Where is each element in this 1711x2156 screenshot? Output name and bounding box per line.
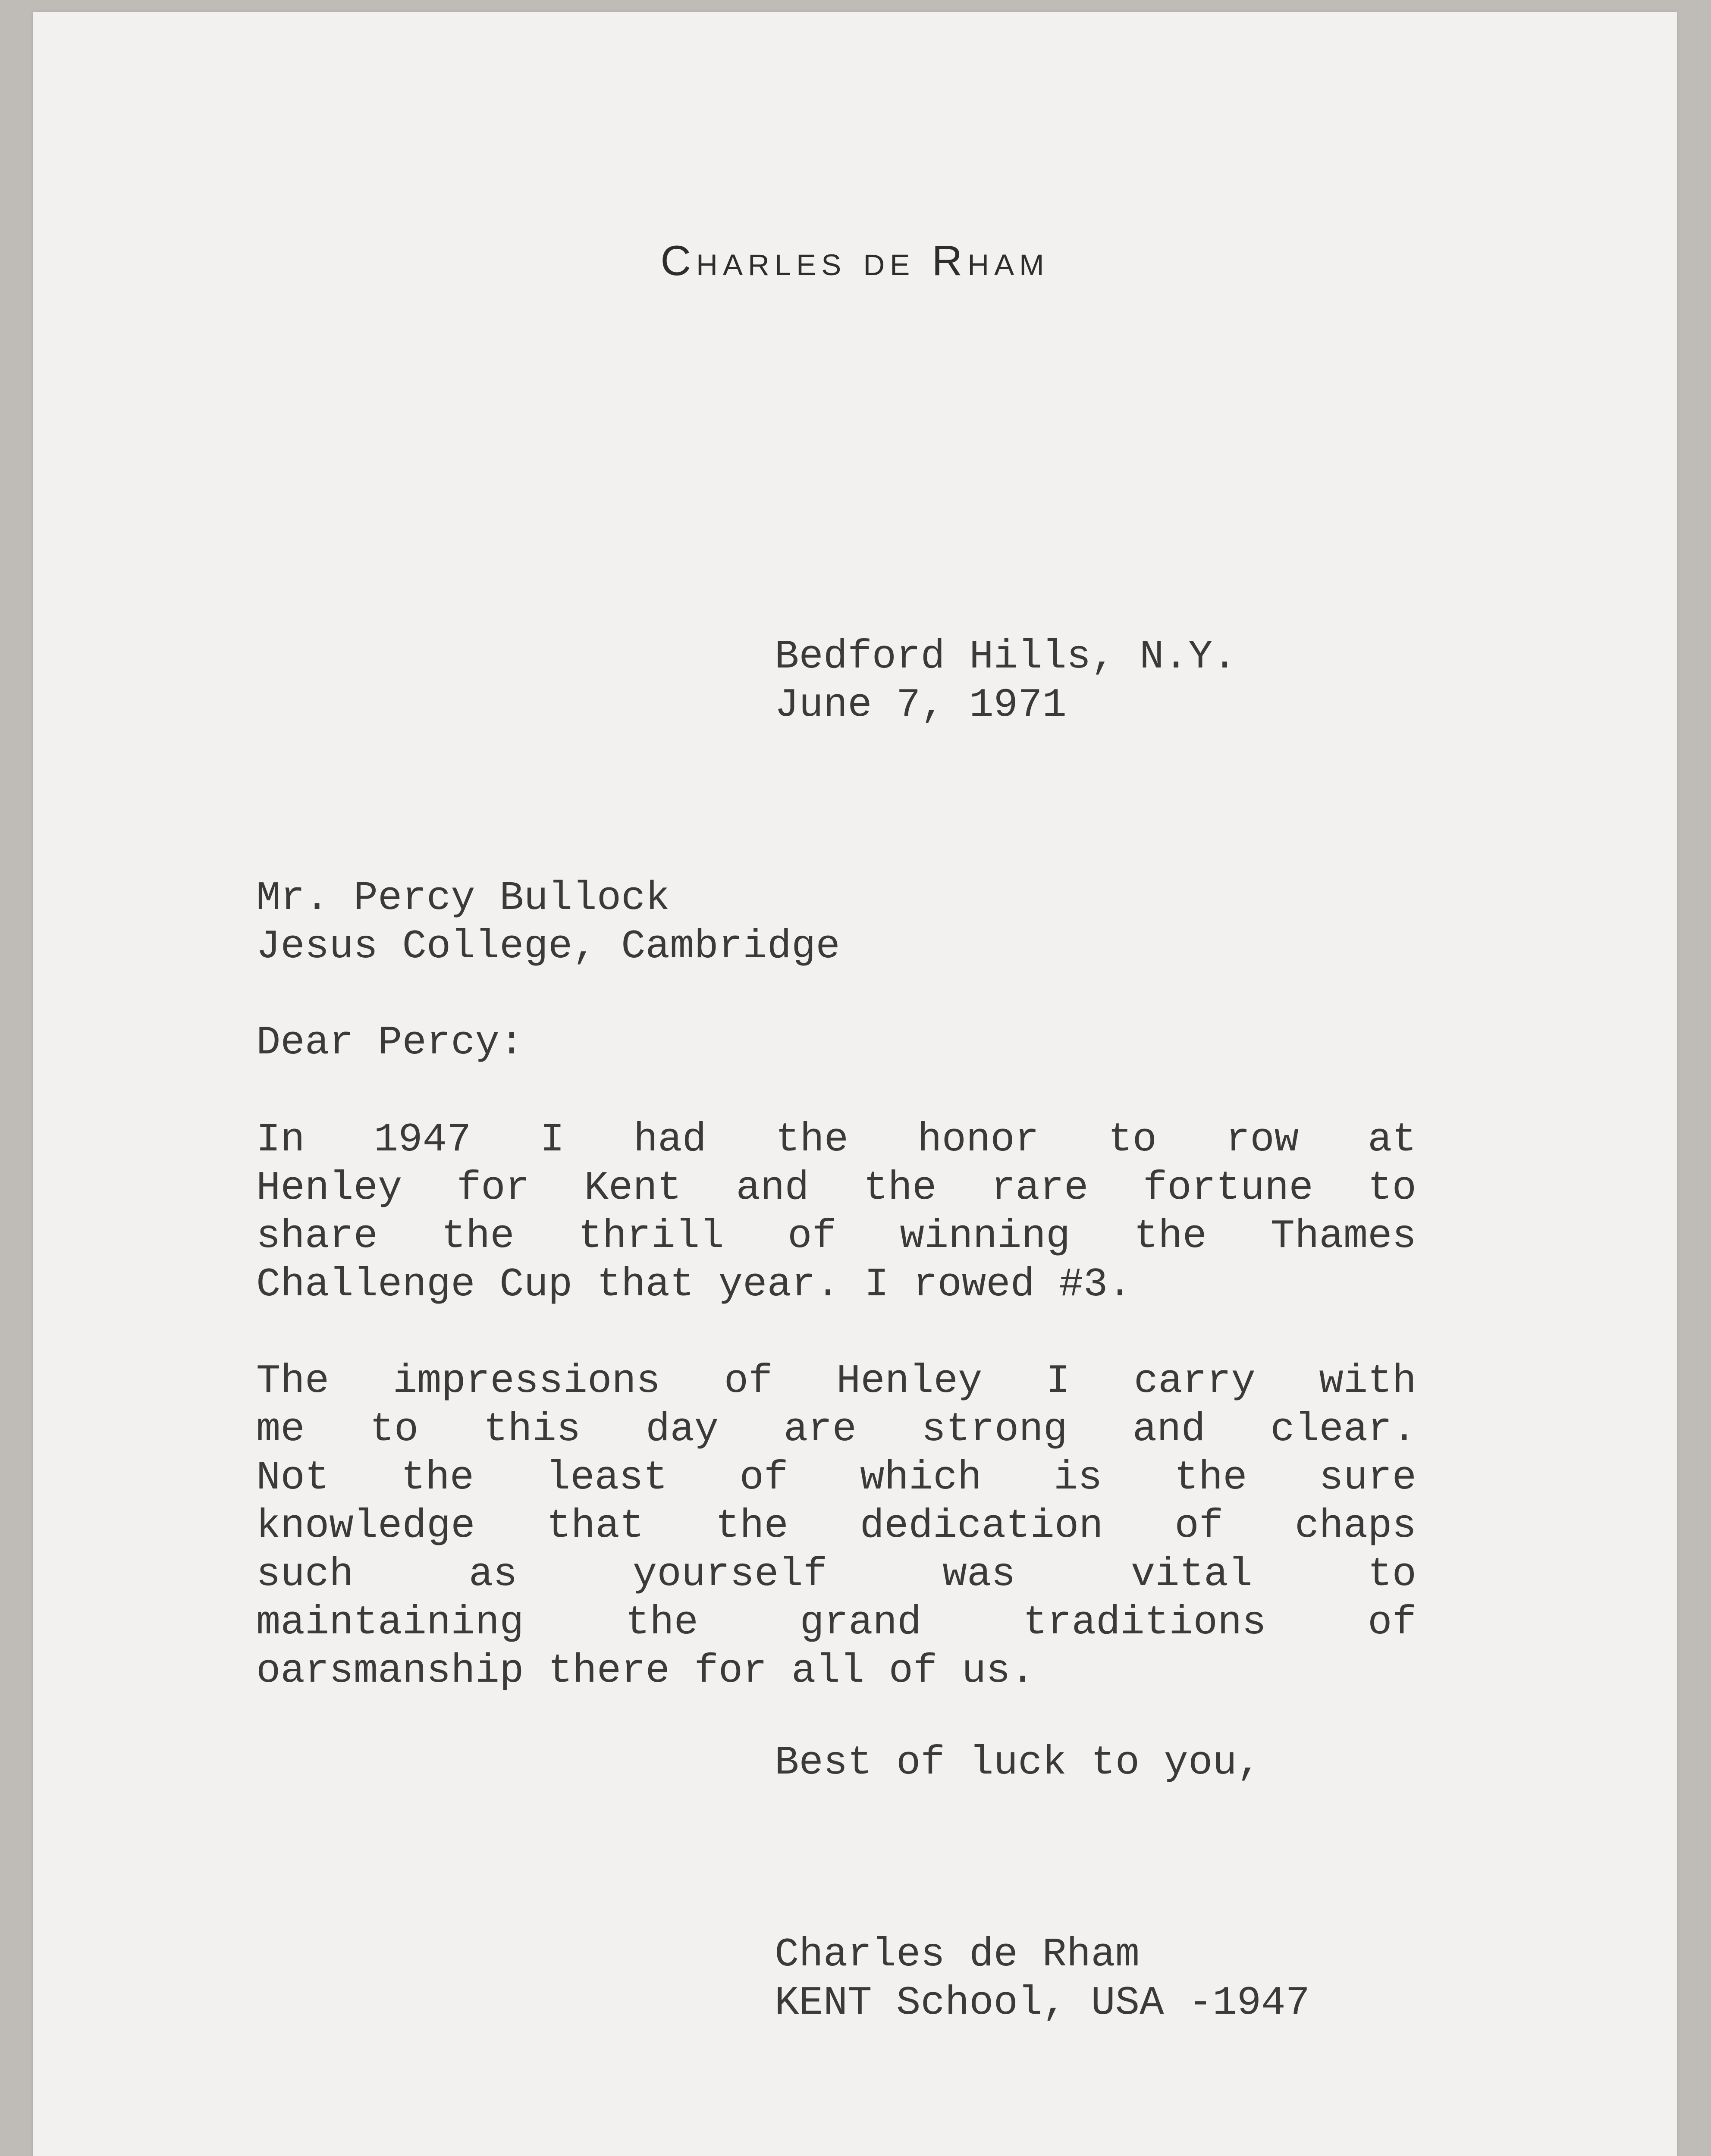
- paragraph-2-line: The impressions of Henley I carry with: [256, 1359, 1416, 1404]
- letter-page: [33, 12, 1677, 2156]
- closing-block: [775, 1739, 1261, 1787]
- paragraph-1-line: In 1947 I had the honor to row at: [256, 1117, 1416, 1163]
- paragraph-2-line: me to this day are strong and clear.: [256, 1407, 1416, 1453]
- signature-name: Charles de Rham: [775, 1932, 1140, 1978]
- paragraph-1-line: Henley for Kent and the rare fortune to: [256, 1166, 1416, 1211]
- closing: Best of luck to you,: [775, 1740, 1262, 1786]
- recipient-name: Mr. Percy Bullock: [256, 876, 670, 921]
- paragraph-2: [256, 1357, 1416, 1695]
- paragraph-2-line: knowledge that the dedication of chaps: [256, 1504, 1416, 1549]
- place: Bedford Hills, N.Y.: [775, 634, 1237, 680]
- paragraph-2-line: such as yourself was vital to: [256, 1552, 1416, 1598]
- paragraph-2-line: oarsmanship there for all of us.: [256, 1648, 1035, 1694]
- salutation-block: [256, 1019, 524, 1067]
- signature-affiliation: KENT School, USA -1947: [775, 1981, 1310, 2026]
- salutation: Dear Percy:: [256, 1020, 524, 1066]
- paragraph-2-line: maintaining the grand traditions of: [256, 1600, 1416, 1646]
- letterhead: Charles de Rham: [660, 237, 1049, 284]
- place-date-block: [775, 633, 1237, 730]
- recipient-address: Jesus College, Cambridge: [256, 924, 840, 970]
- paragraph-1-line: Challenge Cup that year. I rowed #3.: [256, 1262, 1132, 1308]
- paragraph-1: [256, 1116, 1416, 1309]
- date: June 7, 1971: [775, 683, 1067, 728]
- signature-block: [775, 1931, 1310, 2028]
- paragraph-1-line: share the thrill of winning the Thames: [256, 1214, 1416, 1260]
- paragraph-2-line: Not the least of which is the sure: [256, 1455, 1416, 1501]
- recipient-block: [256, 874, 840, 971]
